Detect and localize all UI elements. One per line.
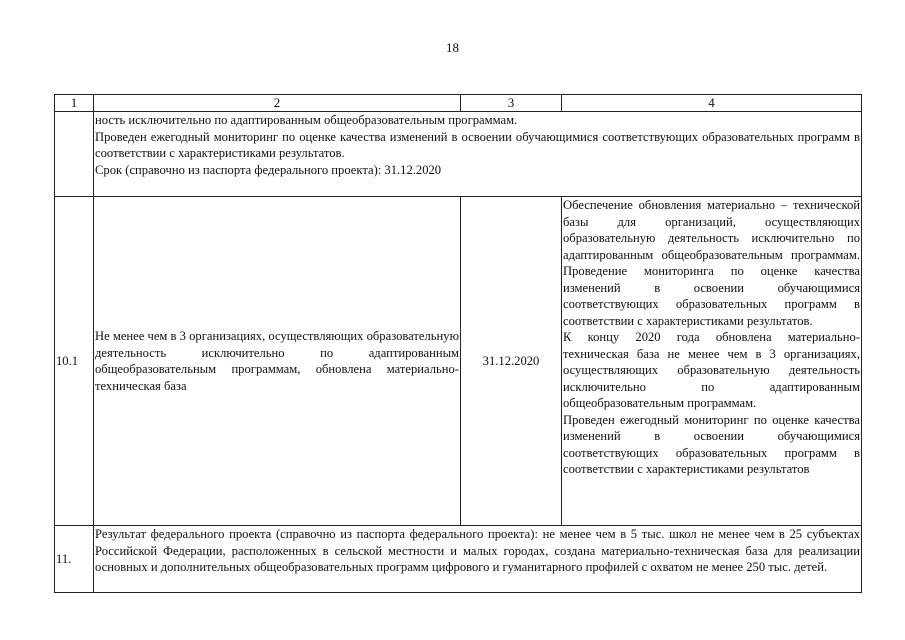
result-paragraph-2: К концу 2020 года обновлена материально-техническая база не менее чем в 3 организациях, осуществляющих образовательную деятельность исключительно по адаптированным общеобразовательным программам. <box>563 330 860 410</box>
row-number: 10.1 <box>55 197 94 526</box>
column-header-4: 4 <box>562 95 862 112</box>
continuation-row <box>55 112 862 197</box>
continuation-num-cell <box>55 112 94 197</box>
column-header-1: 1 <box>55 95 94 112</box>
result-paragraph-1: Обеспечение обновления материально – технической базы для организаций, осуществляющих образовательную деятельность исключительно по адаптированным общеобразовательным программам. Проведение мониторинга по оценке качества изменений в освоении обучающимися соответствующих образовательных программ в соответствии с характеристиками результатов. <box>563 198 860 328</box>
page-number: 18 <box>446 40 459 55</box>
continuation-text-cell <box>94 112 862 197</box>
continuation-deadline: Срок (справочно из паспорта федерального проекта): 31.12.2020 <box>95 162 442 177</box>
plan-table <box>54 94 862 593</box>
row-description: Не менее чем в 3 организациях, осуществляющих образовательную деятельность исключительно по адаптированным общеобразовательным программам, обновлена материально-техническая база <box>94 197 461 526</box>
row-number: 11. <box>55 526 94 593</box>
row-date: 31.12.2020 <box>461 197 562 526</box>
table-row-10-1 <box>55 197 862 526</box>
column-header-2: 2 <box>94 95 461 112</box>
federal-result-text: Результат федерального проекта (справочно из паспорта федерального проекта): не менее чем в 5 тыс. школ не менее чем в 25 субъектах Российской Федерации, расположенных в сельской местности и малых городах, создана материально-техническая база для реализации основных и дополнительных общеобразовательных программ цифрового и гуманитарного профилей с охватом не менее 250 тыс. детей. <box>94 526 862 593</box>
table-row-11 <box>55 526 862 593</box>
row-result <box>562 197 862 526</box>
continuation-line-1: ность исключительно по адаптированным общеобразовательным программам. <box>95 113 518 127</box>
table-header-row <box>55 95 862 112</box>
column-header-3: 3 <box>461 95 562 112</box>
result-paragraph-3: Проведен ежегодный мониторинг по оценке качества изменений в освоении обучающимися соответствующих образовательных программ в соответствии с характеристиками результатов <box>563 412 860 476</box>
continuation-line-2: Проведен ежегодный мониторинг по оценке качества изменений в освоении обучающимися соответствующих образовательных программ в соответствии с характеристиками результатов. <box>95 129 860 160</box>
